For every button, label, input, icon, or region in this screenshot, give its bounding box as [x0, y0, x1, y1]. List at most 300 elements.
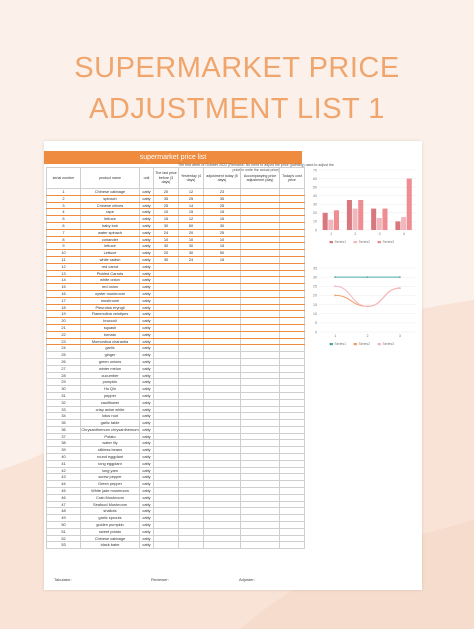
cell-empty[interactable]: [280, 243, 305, 250]
cell-unit[interactable]: catty: [140, 304, 154, 311]
cell-n[interactable]: 48: [47, 508, 81, 515]
cell-a[interactable]: 24: [154, 229, 179, 236]
cell-name[interactable]: Chrysanthemum chrysanthemum: [81, 426, 139, 432]
cell-b[interactable]: 15: [179, 209, 204, 216]
cell-name[interactable]: water spinach: [81, 229, 140, 236]
cell-n[interactable]: 1: [47, 189, 81, 196]
cell-unit[interactable]: catty: [140, 202, 154, 209]
cell-empty[interactable]: [241, 311, 280, 318]
cell-b[interactable]: [179, 460, 204, 467]
cell-c[interactable]: [204, 372, 241, 379]
cell-c[interactable]: [204, 365, 241, 372]
cell-a[interactable]: [154, 304, 179, 311]
cell-name[interactable]: red onion: [81, 284, 140, 291]
cell-a[interactable]: [154, 494, 179, 501]
cell-unit[interactable]: catty: [140, 372, 154, 379]
cell-n[interactable]: 11: [47, 256, 81, 263]
cell-c[interactable]: [204, 420, 241, 427]
cell-b[interactable]: 14: [179, 202, 204, 209]
cell-unit[interactable]: catty: [140, 284, 154, 291]
cell-empty[interactable]: [241, 386, 280, 393]
cell-a[interactable]: 35: [154, 195, 179, 202]
cell-c[interactable]: 15: [204, 209, 241, 216]
cell-a[interactable]: [154, 352, 179, 359]
cell-c[interactable]: 35: [204, 195, 241, 202]
cell-b[interactable]: [179, 440, 204, 447]
cell-n[interactable]: 46: [47, 494, 81, 501]
cell-empty[interactable]: [241, 189, 280, 196]
cell-b[interactable]: 30: [179, 250, 204, 257]
cell-c[interactable]: [204, 386, 241, 393]
cell-empty[interactable]: [280, 440, 305, 447]
cell-name[interactable]: Chinese cabbage: [81, 189, 140, 196]
cell-b[interactable]: 12: [179, 189, 204, 196]
cell-empty[interactable]: [241, 243, 280, 250]
cell-n[interactable]: 47: [47, 501, 81, 508]
cell-empty[interactable]: [280, 189, 305, 196]
cell-empty[interactable]: [241, 318, 280, 325]
cell-unit[interactable]: catty: [140, 216, 154, 223]
cell-empty[interactable]: [280, 290, 305, 297]
cell-empty[interactable]: [241, 379, 280, 386]
cell-b[interactable]: [179, 413, 204, 420]
cell-unit[interactable]: catty: [140, 338, 154, 345]
cell-name[interactable]: silkless beans: [81, 447, 140, 454]
cell-c[interactable]: [204, 481, 241, 488]
cell-b[interactable]: [179, 481, 204, 488]
cell-empty[interactable]: [280, 209, 305, 216]
cell-b[interactable]: [179, 392, 204, 399]
cell-empty[interactable]: [241, 345, 280, 352]
cell-empty[interactable]: [280, 454, 305, 461]
cell-empty[interactable]: [241, 488, 280, 495]
cell-c[interactable]: 25: [204, 202, 241, 209]
cell-empty[interactable]: [241, 454, 280, 461]
cell-b[interactable]: [179, 494, 204, 501]
cell-empty[interactable]: [280, 250, 305, 257]
cell-empty[interactable]: [241, 297, 280, 304]
cell-n[interactable]: 23: [47, 338, 81, 345]
cell-n[interactable]: 44: [47, 481, 81, 488]
cell-c[interactable]: [204, 392, 241, 399]
cell-c[interactable]: 15: [204, 216, 241, 223]
cell-b[interactable]: [179, 372, 204, 379]
cell-name[interactable]: cucumber: [81, 372, 140, 379]
cell-c[interactable]: [204, 542, 241, 549]
cell-unit[interactable]: catty: [140, 352, 154, 359]
cell-empty[interactable]: [241, 216, 280, 223]
cell-a[interactable]: [154, 433, 179, 440]
cell-c[interactable]: [204, 460, 241, 467]
cell-empty[interactable]: [241, 392, 280, 399]
cell-empty[interactable]: [280, 216, 305, 223]
cell-n[interactable]: 30: [47, 386, 81, 393]
cell-unit[interactable]: catty: [140, 365, 154, 372]
cell-empty[interactable]: [241, 352, 280, 359]
cell-empty[interactable]: [280, 515, 305, 522]
cell-c[interactable]: 10: [204, 236, 241, 243]
cell-a[interactable]: [154, 324, 179, 331]
cell-name[interactable]: Potato: [81, 433, 140, 440]
cell-a[interactable]: [154, 365, 179, 372]
cell-a[interactable]: 20: [154, 189, 179, 196]
cell-c[interactable]: [204, 508, 241, 515]
cell-n[interactable]: 15: [47, 284, 81, 291]
cell-b[interactable]: [179, 447, 204, 454]
cell-empty[interactable]: [280, 256, 305, 263]
cell-a[interactable]: [154, 311, 179, 318]
cell-empty[interactable]: [280, 270, 305, 277]
cell-unit[interactable]: catty: [140, 467, 154, 474]
cell-a[interactable]: [154, 467, 179, 474]
cell-n[interactable]: 12: [47, 263, 81, 270]
cell-name[interactable]: pumpkin: [81, 379, 140, 386]
cell-a[interactable]: [154, 399, 179, 406]
cell-a[interactable]: 10: [154, 236, 179, 243]
cell-b[interactable]: [179, 454, 204, 461]
cell-n[interactable]: 22: [47, 331, 81, 338]
cell-empty[interactable]: [280, 460, 305, 467]
cell-unit[interactable]: catty: [140, 535, 154, 542]
cell-name[interactable]: ginger: [81, 352, 140, 359]
cell-unit[interactable]: catty: [140, 236, 154, 243]
cell-name[interactable]: Lettuce: [81, 250, 140, 257]
cell-name[interactable]: Flammulina velutipes: [81, 311, 140, 318]
cell-a[interactable]: [154, 284, 179, 291]
cell-b[interactable]: [179, 542, 204, 549]
cell-name[interactable]: baby bok: [81, 222, 140, 229]
cell-c[interactable]: [204, 338, 241, 345]
cell-name[interactable]: Pleurotus eryngii: [81, 304, 140, 311]
cell-a[interactable]: [154, 522, 179, 529]
cell-c[interactable]: [204, 447, 241, 454]
cell-unit[interactable]: catty: [140, 256, 154, 263]
cell-name[interactable]: white onion: [81, 277, 140, 284]
cell-c[interactable]: [204, 263, 241, 270]
cell-empty[interactable]: [241, 358, 280, 365]
cell-c[interactable]: [204, 494, 241, 501]
cell-empty[interactable]: [280, 474, 305, 481]
cell-a[interactable]: [154, 454, 179, 461]
cell-a[interactable]: [154, 460, 179, 467]
cell-a[interactable]: [154, 440, 179, 447]
cell-c[interactable]: 15: [204, 243, 241, 250]
cell-a[interactable]: [154, 508, 179, 515]
cell-c[interactable]: [204, 501, 241, 508]
cell-name[interactable]: red carrot: [81, 263, 140, 270]
cell-empty[interactable]: [280, 467, 305, 474]
cell-unit[interactable]: catty: [140, 189, 154, 196]
cell-unit[interactable]: catty: [140, 222, 154, 229]
cell-a[interactable]: [154, 413, 179, 420]
cell-a[interactable]: [154, 542, 179, 549]
cell-unit[interactable]: catty: [140, 229, 154, 236]
cell-unit[interactable]: catty: [140, 386, 154, 393]
cell-a[interactable]: [154, 488, 179, 495]
cell-empty[interactable]: [280, 494, 305, 501]
cell-unit[interactable]: catty: [140, 433, 154, 440]
cell-b[interactable]: [179, 522, 204, 529]
cell-n[interactable]: 20: [47, 318, 81, 325]
cell-b[interactable]: [179, 474, 204, 481]
cell-n[interactable]: 51: [47, 528, 81, 535]
cell-empty[interactable]: [241, 406, 280, 413]
cell-c[interactable]: [204, 311, 241, 318]
cell-a[interactable]: 10: [154, 209, 179, 216]
cell-c[interactable]: [204, 433, 241, 440]
cell-unit[interactable]: catty: [140, 318, 154, 325]
cell-n[interactable]: 36: [47, 426, 81, 433]
cell-empty[interactable]: [241, 460, 280, 467]
cell-b[interactable]: [179, 284, 204, 291]
cell-a[interactable]: [154, 290, 179, 297]
cell-name[interactable]: white radish: [81, 256, 140, 263]
cell-a[interactable]: [154, 345, 179, 352]
cell-a[interactable]: 30: [154, 222, 179, 229]
cell-empty[interactable]: [280, 304, 305, 311]
cell-b[interactable]: [179, 331, 204, 338]
cell-name[interactable]: Pickled Carrots: [81, 270, 140, 277]
cell-b[interactable]: [179, 420, 204, 427]
cell-n[interactable]: 17: [47, 297, 81, 304]
cell-name[interactable]: Chinese chives: [81, 202, 140, 209]
cell-c[interactable]: [204, 277, 241, 284]
cell-unit[interactable]: catty: [140, 379, 154, 386]
cell-empty[interactable]: [280, 263, 305, 270]
cell-unit[interactable]: catty: [140, 481, 154, 488]
cell-unit[interactable]: catty: [140, 406, 154, 413]
cell-empty[interactable]: [280, 522, 305, 529]
cell-n[interactable]: 4: [47, 209, 81, 216]
cell-c[interactable]: [204, 331, 241, 338]
cell-b[interactable]: [179, 352, 204, 359]
cell-name[interactable]: crisp anise white: [81, 406, 140, 413]
cell-unit[interactable]: catty: [140, 399, 154, 406]
cell-n[interactable]: 21: [47, 324, 81, 331]
cell-c[interactable]: [204, 440, 241, 447]
cell-c[interactable]: [204, 352, 241, 359]
cell-name[interactable]: pepper: [81, 392, 140, 399]
cell-unit[interactable]: catty: [140, 331, 154, 338]
cell-n[interactable]: 53: [47, 542, 81, 549]
cell-empty[interactable]: [280, 297, 305, 304]
cell-name[interactable]: golden pumpkin: [81, 522, 140, 529]
cell-empty[interactable]: [280, 352, 305, 359]
cell-name[interactable]: coriander: [81, 236, 140, 243]
cell-b[interactable]: [179, 528, 204, 535]
cell-name[interactable]: cauliflower: [81, 399, 140, 406]
cell-empty[interactable]: [241, 501, 280, 508]
cell-empty[interactable]: [280, 345, 305, 352]
cell-n[interactable]: 50: [47, 522, 81, 529]
cell-c[interactable]: [204, 324, 241, 331]
cell-a[interactable]: [154, 447, 179, 454]
cell-empty[interactable]: [280, 481, 305, 488]
cell-c[interactable]: [204, 413, 241, 420]
cell-b[interactable]: [179, 515, 204, 522]
cell-a[interactable]: [154, 535, 179, 542]
cell-empty[interactable]: [280, 195, 305, 202]
cell-unit[interactable]: catty: [140, 508, 154, 515]
cell-name[interactable]: Crab Mushroom: [81, 494, 140, 501]
cell-empty[interactable]: [241, 515, 280, 522]
cell-c[interactable]: [204, 399, 241, 406]
cell-empty[interactable]: [280, 386, 305, 393]
cell-b[interactable]: [179, 426, 204, 433]
cell-empty[interactable]: [241, 535, 280, 542]
cell-empty[interactable]: [241, 263, 280, 270]
cell-c[interactable]: [204, 474, 241, 481]
cell-b[interactable]: [179, 365, 204, 372]
cell-b[interactable]: [179, 270, 204, 277]
cell-name[interactable]: garlic: [81, 345, 140, 352]
cell-a[interactable]: [154, 277, 179, 284]
cell-n[interactable]: 5: [47, 216, 81, 223]
cell-b[interactable]: [179, 324, 204, 331]
cell-unit[interactable]: catty: [140, 528, 154, 535]
cell-c[interactable]: [204, 290, 241, 297]
cell-empty[interactable]: [241, 222, 280, 229]
cell-b[interactable]: [179, 501, 204, 508]
cell-name[interactable]: Green pepper: [81, 481, 140, 488]
cell-unit[interactable]: catty: [140, 426, 154, 433]
cell-unit[interactable]: catty: [140, 358, 154, 365]
cell-empty[interactable]: [280, 447, 305, 454]
cell-empty[interactable]: [241, 474, 280, 481]
cell-empty[interactable]: [280, 392, 305, 399]
cell-c[interactable]: [204, 467, 241, 474]
cell-c[interactable]: [204, 454, 241, 461]
cell-empty[interactable]: [241, 338, 280, 345]
cell-unit[interactable]: catty: [140, 345, 154, 352]
cell-unit[interactable]: catty: [140, 263, 154, 270]
cell-n[interactable]: 18: [47, 304, 81, 311]
cell-empty[interactable]: [280, 236, 305, 243]
cell-name[interactable]: broccoli: [81, 318, 140, 325]
cell-b[interactable]: 30: [179, 243, 204, 250]
cell-a[interactable]: [154, 501, 179, 508]
cell-a[interactable]: 25: [154, 202, 179, 209]
cell-c[interactable]: [204, 535, 241, 542]
cell-a[interactable]: [154, 406, 179, 413]
cell-name[interactable]: garlic table: [81, 420, 140, 427]
cell-empty[interactable]: [280, 365, 305, 372]
cell-b[interactable]: [179, 433, 204, 440]
cell-empty[interactable]: [280, 542, 305, 549]
cell-empty[interactable]: [241, 195, 280, 202]
cell-name[interactable]: oyster mushroom: [81, 290, 140, 297]
cell-c[interactable]: 50: [204, 250, 241, 257]
cell-c[interactable]: [204, 522, 241, 529]
cell-n[interactable]: 13: [47, 270, 81, 277]
cell-b[interactable]: [179, 338, 204, 345]
cell-a[interactable]: [154, 426, 179, 433]
cell-empty[interactable]: [280, 379, 305, 386]
cell-b[interactable]: [179, 290, 204, 297]
cell-unit[interactable]: catty: [140, 420, 154, 427]
cell-empty[interactable]: [241, 229, 280, 236]
cell-empty[interactable]: [241, 365, 280, 372]
cell-empty[interactable]: [280, 229, 305, 236]
cell-c[interactable]: 15: [204, 256, 241, 263]
cell-n[interactable]: 14: [47, 277, 81, 284]
cell-name[interactable]: green onions: [81, 358, 140, 365]
cell-c[interactable]: [204, 284, 241, 291]
cell-empty[interactable]: [280, 311, 305, 318]
cell-empty[interactable]: [280, 318, 305, 325]
cell-name[interactable]: winter melon: [81, 365, 140, 372]
cell-name[interactable]: tomato: [81, 331, 140, 338]
cell-empty[interactable]: [280, 535, 305, 542]
cell-empty[interactable]: [280, 528, 305, 535]
cell-b[interactable]: [179, 277, 204, 284]
cell-b[interactable]: [179, 508, 204, 515]
cell-empty[interactable]: [241, 440, 280, 447]
cell-unit[interactable]: catty: [140, 440, 154, 447]
cell-name[interactable]: Hu Qin: [81, 386, 140, 393]
cell-empty[interactable]: [241, 331, 280, 338]
cell-n[interactable]: 6: [47, 222, 81, 229]
cell-n[interactable]: 35: [47, 420, 81, 427]
cell-b[interactable]: [179, 379, 204, 386]
cell-c[interactable]: 25: [204, 229, 241, 236]
cell-a[interactable]: [154, 270, 179, 277]
cell-b[interactable]: [179, 399, 204, 406]
cell-name[interactable]: spinach: [81, 195, 140, 202]
cell-empty[interactable]: [241, 413, 280, 420]
cell-empty[interactable]: [280, 222, 305, 229]
cell-empty[interactable]: [280, 277, 305, 284]
cell-name[interactable]: White jade mushroom: [81, 488, 140, 495]
cell-a[interactable]: 20: [154, 250, 179, 257]
cell-c[interactable]: [204, 358, 241, 365]
cell-name[interactable]: garlic sprouts: [81, 515, 140, 522]
cell-n[interactable]: 27: [47, 365, 81, 372]
cell-n[interactable]: 24: [47, 345, 81, 352]
cell-b[interactable]: [179, 297, 204, 304]
cell-empty[interactable]: [241, 256, 280, 263]
cell-b[interactable]: [179, 467, 204, 474]
cell-n[interactable]: 39: [47, 447, 81, 454]
cell-a[interactable]: [154, 318, 179, 325]
cell-empty[interactable]: [280, 426, 305, 433]
cell-c[interactable]: [204, 515, 241, 522]
cell-empty[interactable]: [280, 358, 305, 365]
cell-unit[interactable]: catty: [140, 454, 154, 461]
cell-b[interactable]: [179, 263, 204, 270]
cell-unit[interactable]: catty: [140, 250, 154, 257]
cell-unit[interactable]: catty: [140, 195, 154, 202]
cell-b[interactable]: [179, 358, 204, 365]
cell-name[interactable]: Seafood Mushroom: [81, 501, 140, 508]
cell-name[interactable]: shallots: [81, 508, 140, 515]
cell-empty[interactable]: [241, 528, 280, 535]
cell-empty[interactable]: [241, 324, 280, 331]
cell-empty[interactable]: [241, 236, 280, 243]
cell-b[interactable]: 10: [179, 236, 204, 243]
cell-empty[interactable]: [241, 372, 280, 379]
cell-empty[interactable]: [241, 270, 280, 277]
cell-unit[interactable]: catty: [140, 494, 154, 501]
cell-a[interactable]: [154, 474, 179, 481]
cell-name[interactable]: squash: [81, 324, 140, 331]
cell-unit[interactable]: catty: [140, 324, 154, 331]
cell-empty[interactable]: [280, 433, 305, 440]
cell-b[interactable]: [179, 488, 204, 495]
cell-a[interactable]: [154, 392, 179, 399]
cell-a[interactable]: [154, 379, 179, 386]
cell-empty[interactable]: [241, 494, 280, 501]
